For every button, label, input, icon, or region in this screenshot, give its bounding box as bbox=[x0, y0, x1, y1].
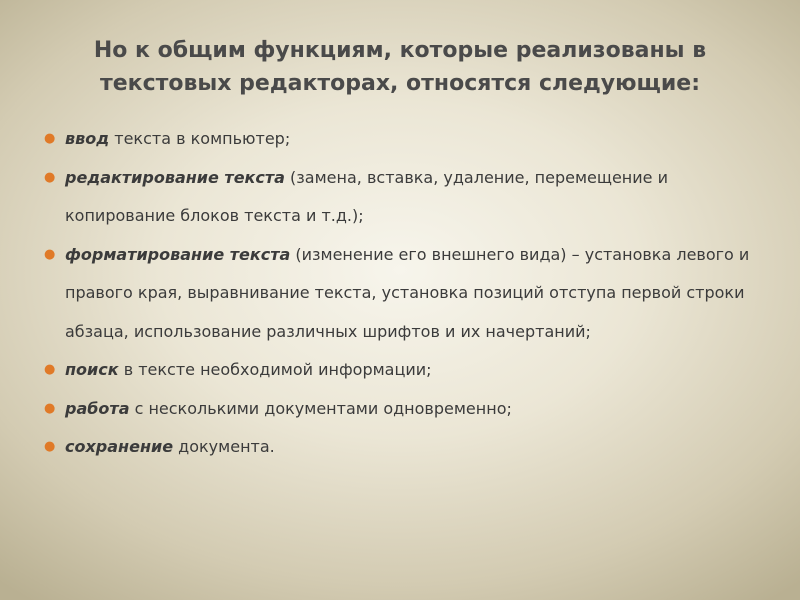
bullet-list bbox=[44, 120, 764, 467]
list-item bbox=[44, 159, 764, 236]
list-item bbox=[44, 351, 764, 390]
list-item bbox=[44, 120, 764, 159]
bullet-icon: ● bbox=[44, 439, 56, 454]
bullet-icon: ● bbox=[44, 400, 56, 416]
bullet-icon: ● bbox=[44, 362, 56, 377]
item-text: документа. bbox=[173, 437, 275, 456]
item-text: (замена, вставка, удаление, перемещение и копирование блоков текста и т.д.); bbox=[65, 167, 668, 225]
list-item bbox=[44, 428, 764, 467]
bullet-icon: ● bbox=[44, 246, 56, 262]
bullet-icon: ● bbox=[44, 131, 56, 146]
slide-title: Но к общим функциям, которые реализованы в текстовых редакторах, относятся следующие: bbox=[93, 38, 707, 96]
item-term: ввод bbox=[65, 129, 110, 148]
item-text: в тексте необходимой информации; bbox=[118, 360, 432, 379]
list-item bbox=[44, 390, 764, 429]
list-item bbox=[44, 236, 764, 352]
item-term: сохранение bbox=[65, 437, 174, 456]
item-term: поиск bbox=[65, 360, 119, 379]
item-text: текста в компьютер; bbox=[109, 129, 291, 148]
item-term: редактирование текста bbox=[65, 167, 285, 187]
item-term: форматирование текста bbox=[65, 244, 291, 264]
item-text: (изменение его внешнего вида) – установка левого и правого края, выравнивание текста, установка позиций отступа первой строки абзаца, использование различных шрифтов и их начертаний; bbox=[65, 244, 750, 341]
bullet-icon: ● bbox=[44, 169, 56, 185]
item-term: работа bbox=[65, 398, 130, 418]
item-text: с несколькими документами одновременно; bbox=[129, 398, 512, 418]
